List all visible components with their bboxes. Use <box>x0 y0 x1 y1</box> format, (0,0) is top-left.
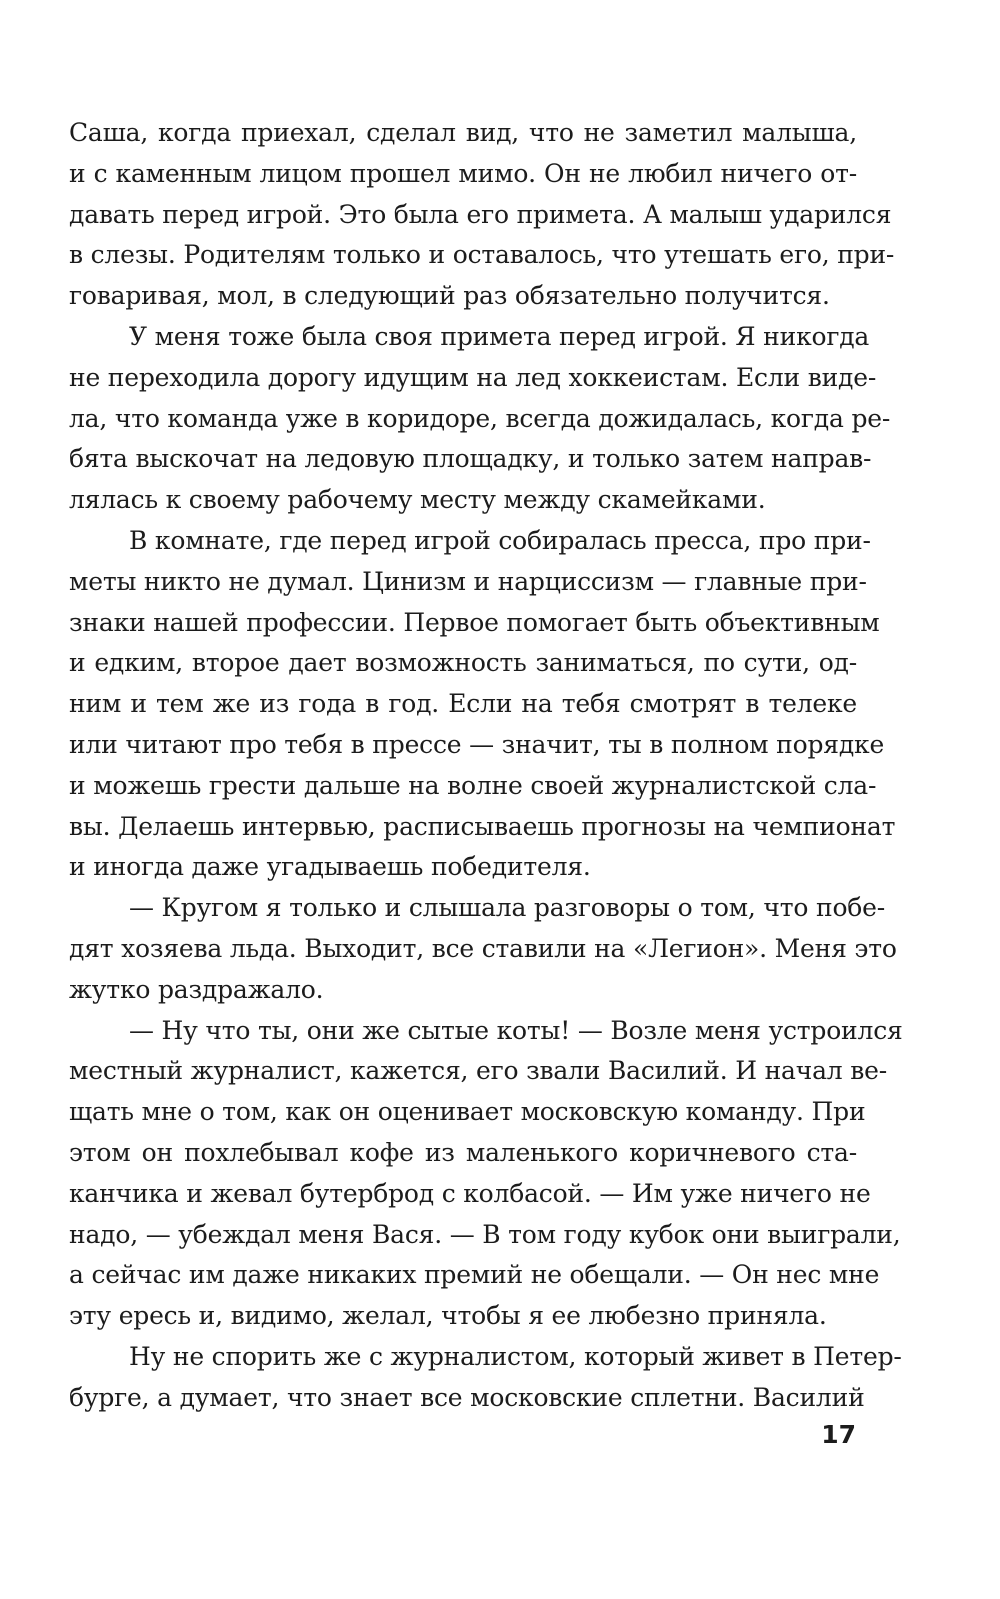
text-line: этом он похлебывал кофе из маленького коричневого ста- <box>69 1137 857 1167</box>
text-line: не переходила дорогу идущим на лед хоккеистам. Если виде- <box>69 362 877 392</box>
text-line: бята выскочат на ледовую площадку, и только затем направ- <box>69 444 872 474</box>
text-line: в слезы. Родителям только и оставалось, что утешать его, при- <box>69 240 895 270</box>
text-line: эту ересь и, видимо, желал, чтобы я ее любезно приняла. <box>69 1301 827 1331</box>
text-line: бурге, а думает, что знает все московские сплетни. Василий <box>69 1382 865 1412</box>
body-text <box>69 113 903 1419</box>
text-line: и с каменным лицом прошел мимо. Он не любил ничего от- <box>69 158 857 188</box>
text-line: и можешь грести дальше на волне своей журналистской сла- <box>69 770 877 800</box>
text-line: знаки нашей профессии. Первое помогает быть объективным <box>69 607 880 637</box>
page-number: 17 <box>821 1420 856 1449</box>
text-line: У меня тоже была своя примета перед игрой. Я никогда <box>129 321 870 351</box>
text-line: меты никто не думал. Цинизм и нарциссизм — главные при- <box>69 566 867 596</box>
text-line: дят хозяева льда. Выходит, все ставили на «Легион». Меня это <box>69 933 897 963</box>
text-line: лялась к своему рабочему месту между скамейками. <box>69 485 766 515</box>
text-line: Ну не спорить же с журналистом, который живет в Петер- <box>129 1341 902 1371</box>
text-line: щать мне о том, как он оценивает московскую команду. При <box>69 1097 866 1127</box>
text-line: а сейчас им даже никаких премий не обещали. — Он нес мне <box>69 1260 880 1290</box>
text-line: — Ну что ты, они же сытые коты! — Возле меня устроился <box>129 1015 903 1045</box>
text-line: ним и тем же из года в год. Если на тебя смотрят в телеке <box>69 689 857 719</box>
text-line: и едким, второе дает возможность заниматься, по сути, од- <box>69 648 857 678</box>
text-line: давать перед игрой. Это была его примета. А малыш ударился <box>69 199 892 229</box>
text-line: В комнате, где перед игрой собиралась пресса, про при- <box>129 525 871 555</box>
text-line: Саша, когда приехал, сделал вид, что не заметил малыша, <box>69 118 857 147</box>
text-line: канчика и жевал бутерброд с колбасой. — Им уже ничего не <box>69 1178 871 1208</box>
text-line: жутко раздражало. <box>69 974 324 1004</box>
text-line: или читают про тебя в прессе — значит, ты в полном порядке <box>69 729 885 759</box>
text-line: ла, что команда уже в коридоре, всегда дожидалась, когда ре- <box>69 403 891 433</box>
text-line: вы. Делаешь интервью, расписываешь прогнозы на чемпионат <box>69 811 896 841</box>
text-line: и иногда даже угадываешь победителя. <box>69 852 591 882</box>
text-line: — Кругом я только и слышала разговоры о том, что побе- <box>129 893 885 923</box>
text-line: надо, — убеждал меня Вася. — В том году кубок они выиграли, <box>69 1219 901 1249</box>
text-line: местный журналист, кажется, его звали Василий. И начал ве- <box>69 1056 887 1086</box>
text-line: говаривая, мол, в следующий раз обязательно получится. <box>69 281 830 311</box>
